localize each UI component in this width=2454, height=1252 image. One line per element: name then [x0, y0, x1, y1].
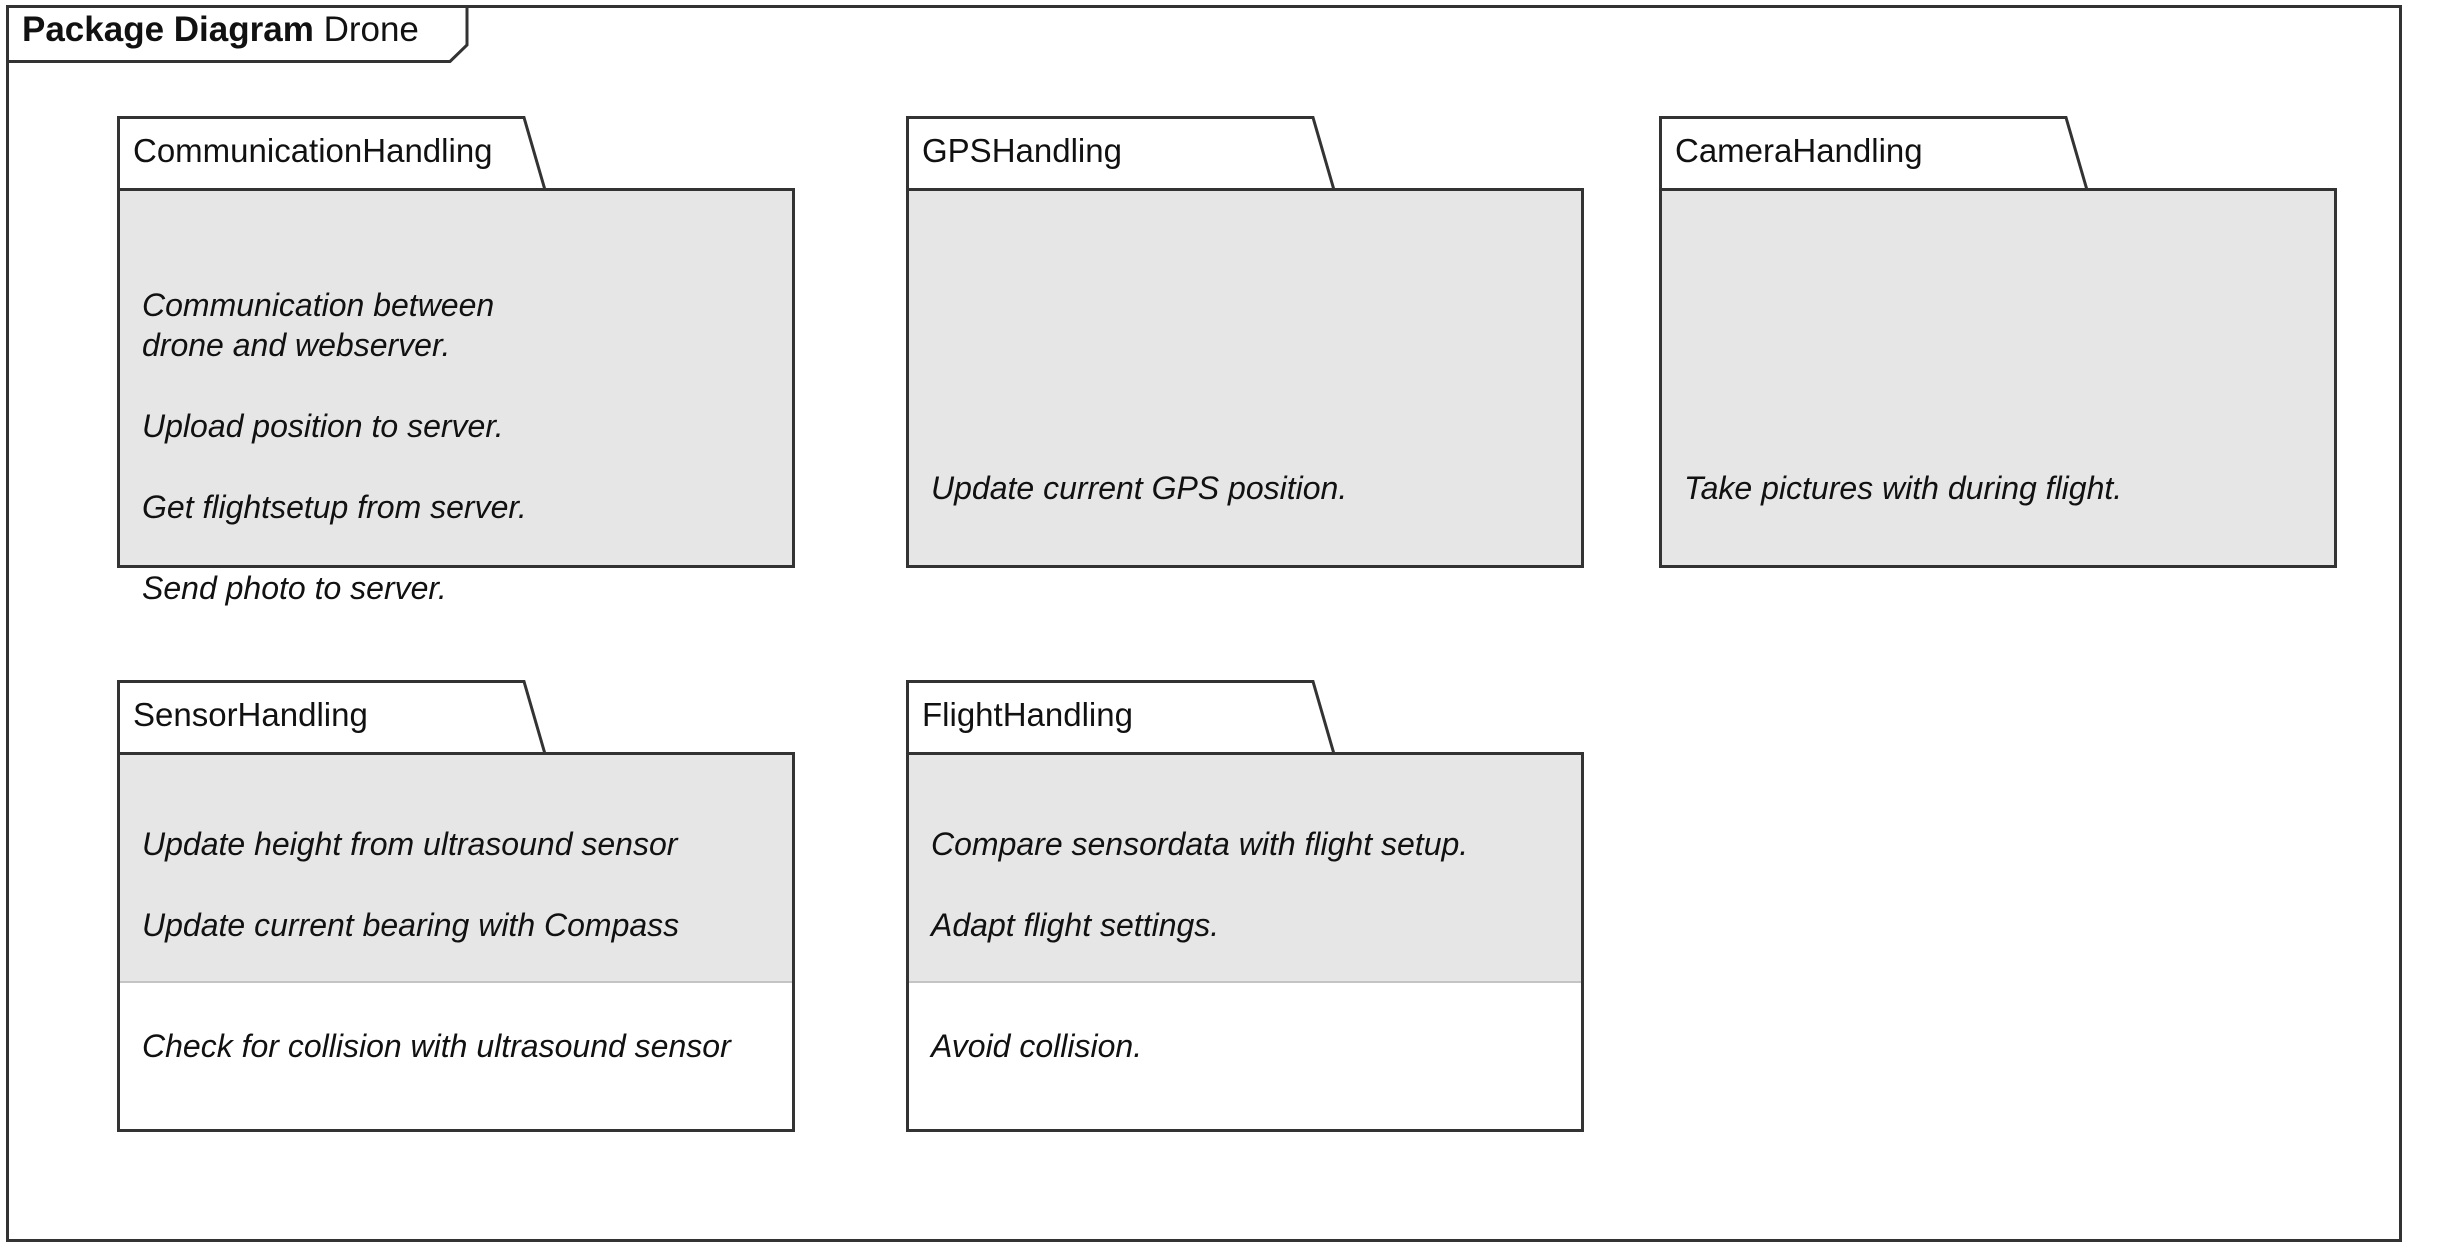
- package-note-line: Communication between: [142, 287, 495, 323]
- package-body: [117, 188, 795, 606]
- package-name: SensorHandling: [133, 696, 368, 733]
- package-lower-note-line: Check for collision with ultrasound sensor: [142, 1028, 731, 1064]
- package-note-line: Adapt flight settings.: [931, 907, 1220, 943]
- package-name: CameraHandling: [1675, 132, 1923, 169]
- package-note-line: Upload position to server.: [142, 408, 504, 444]
- package-note-line: Update current bearing with Compass: [142, 907, 680, 943]
- package-note-line: drone and webserver.: [142, 327, 451, 363]
- package-note-line: Compare sensordata with flight setup.: [931, 826, 1469, 862]
- package-note-line: Update current GPS position.: [931, 470, 1348, 506]
- package-upper-compartment: [120, 755, 792, 983]
- package-gps-handling[interactable]: [906, 116, 1584, 568]
- package-note-line: Send photo to server.: [142, 570, 447, 606]
- package-note-line: Update height from ultrasound sensor: [142, 826, 678, 862]
- package-communication-handling[interactable]: [117, 116, 795, 606]
- package-name: CommunicationHandling: [133, 132, 493, 169]
- package-camera-handling[interactable]: [1659, 116, 2337, 568]
- package-note-line: Take pictures with during flight.: [1684, 470, 2123, 506]
- package-sensor-handling[interactable]: [117, 680, 795, 1132]
- frame-title: [22, 6, 419, 54]
- package-body: [1659, 188, 2337, 568]
- package-name: GPSHandling: [922, 132, 1122, 169]
- package-note-line: Get flightsetup from server.: [142, 489, 527, 525]
- package-upper-compartment: [909, 755, 1581, 983]
- package-name: FlightHandling: [922, 696, 1133, 733]
- package-lower-note-line: Avoid collision.: [931, 1028, 1143, 1064]
- frame-keyword: Package Diagram: [22, 10, 314, 49]
- package-body: [906, 188, 1584, 568]
- frame-name: Drone: [323, 10, 419, 49]
- package-body: [117, 752, 795, 1132]
- package-body: [906, 752, 1584, 1132]
- package-flight-handling[interactable]: [906, 680, 1584, 1132]
